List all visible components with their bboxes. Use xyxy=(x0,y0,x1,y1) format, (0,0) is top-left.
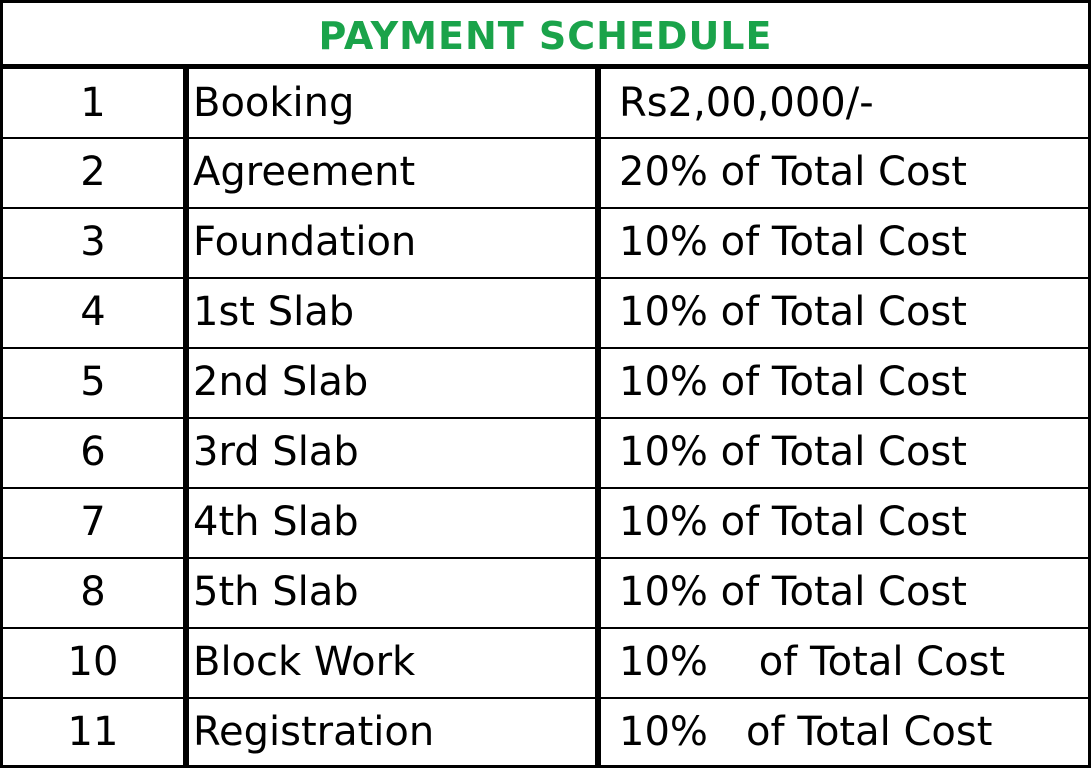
schedule-rows xyxy=(3,69,1088,765)
table-title: PAYMENT SCHEDULE xyxy=(318,14,773,58)
row-number: 6 xyxy=(80,429,106,475)
row-amount: 10% of Total Cost xyxy=(619,429,967,475)
row-amount: 10% of Total Cost xyxy=(619,569,967,615)
table-row xyxy=(3,557,1088,625)
column-divider-number xyxy=(183,69,189,765)
column-divider-stage xyxy=(595,69,601,765)
row-number: 1 xyxy=(80,80,106,126)
row-stage: Booking xyxy=(193,80,355,126)
table-row xyxy=(3,417,1088,485)
row-amount: 20% of Total Cost xyxy=(619,149,967,195)
table-row xyxy=(3,137,1088,205)
row-number: 11 xyxy=(67,709,119,755)
row-stage: Agreement xyxy=(193,149,416,195)
table-row xyxy=(3,487,1088,555)
row-number: 3 xyxy=(80,219,106,265)
row-amount: 10% of Total Cost xyxy=(619,639,1006,685)
row-stage: Registration xyxy=(193,709,435,755)
row-stage: 5th Slab xyxy=(193,569,359,615)
table-row xyxy=(3,347,1088,415)
row-stage: 2nd Slab xyxy=(193,359,369,405)
row-amount: 10% of Total Cost xyxy=(619,359,967,405)
row-amount: 10% of Total Cost xyxy=(619,499,967,545)
row-number: 10 xyxy=(67,639,119,685)
row-number: 8 xyxy=(80,569,106,615)
row-number: 7 xyxy=(80,499,106,545)
row-amount: 10% of Total Cost xyxy=(619,709,993,755)
row-stage: 1st Slab xyxy=(193,289,355,335)
table-row xyxy=(3,627,1088,695)
row-amount: Rs2,00,000/- xyxy=(619,80,874,126)
row-stage: Block Work xyxy=(193,639,416,685)
row-stage: 3rd Slab xyxy=(193,429,359,475)
table-row xyxy=(3,207,1088,275)
table-row xyxy=(3,69,1088,137)
row-number: 5 xyxy=(80,359,106,405)
table-row xyxy=(3,697,1088,765)
row-amount: 10% of Total Cost xyxy=(619,219,967,265)
row-stage: Foundation xyxy=(193,219,417,265)
row-amount: 10% of Total Cost xyxy=(619,289,967,335)
row-stage: 4th Slab xyxy=(193,499,359,545)
row-number: 2 xyxy=(80,149,106,195)
row-number: 4 xyxy=(80,289,106,335)
table-row xyxy=(3,277,1088,345)
